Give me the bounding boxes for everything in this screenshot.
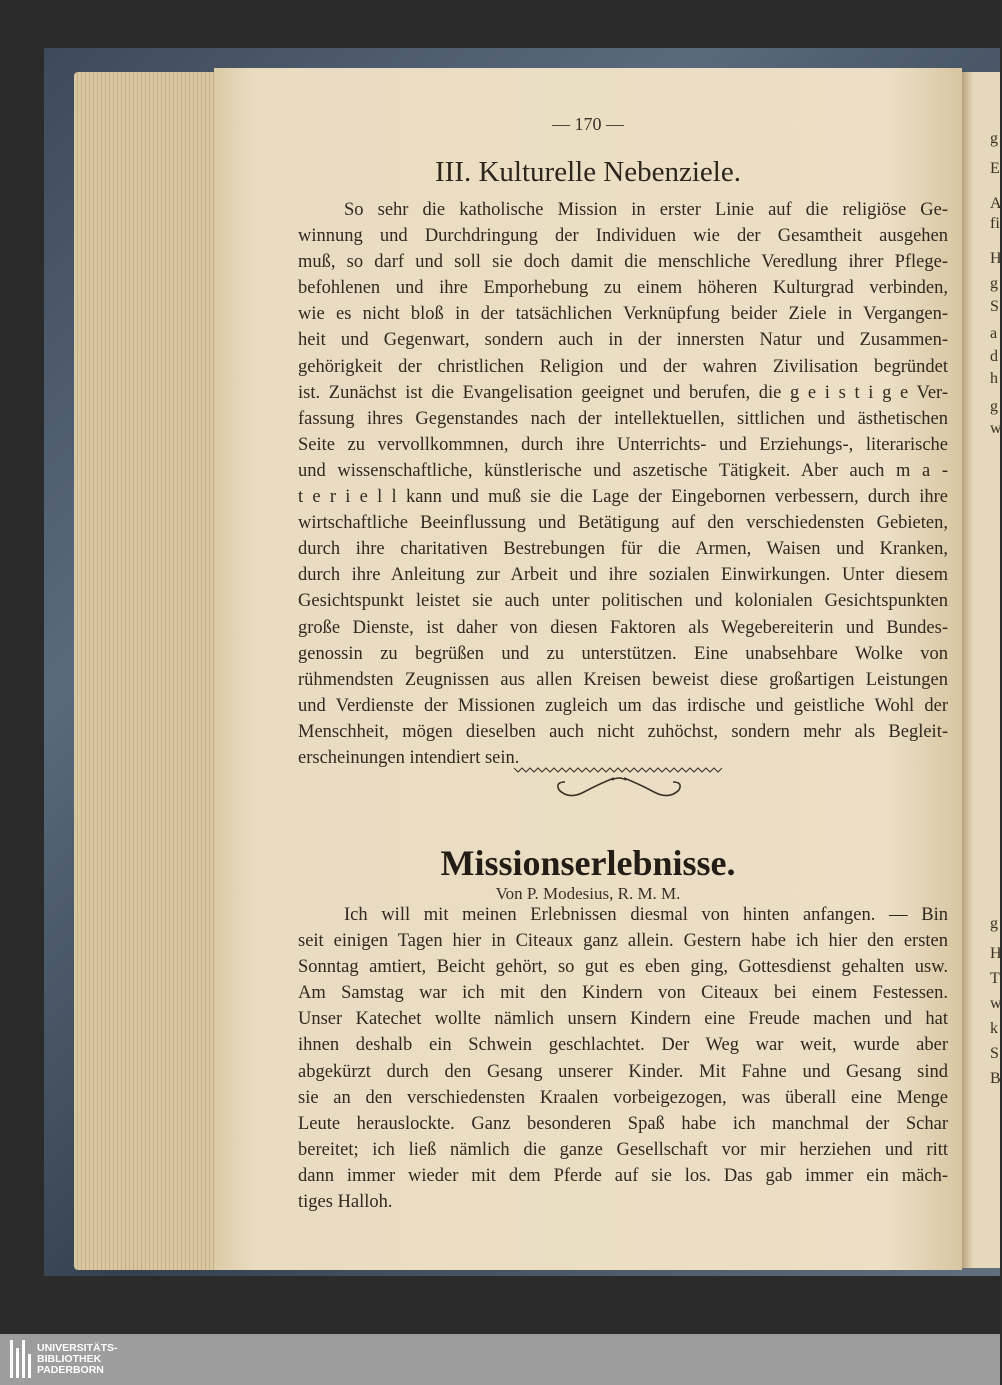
book-page: [214, 68, 962, 1270]
library-logo: [10, 1340, 118, 1378]
text-line: erscheinungen intendiert sein.: [298, 747, 520, 768]
text-line: heit und Gegenwart, sondern auch in der innersten Natur und Zusammen-: [298, 330, 948, 351]
text-line: tiges Halloh.: [298, 1192, 393, 1213]
text-line: gehörigkeit der christlichen Religion und der wahren Zivilisation begründet: [298, 356, 948, 377]
text-line: muß, so darf und soll sie doch damit die menschliche Veredlung ihrer Pflege-: [298, 252, 948, 273]
text-line: Sonntag amtiert, Beicht gehört, so gut es eben ging, Gottesdienst gehalten usw.: [298, 957, 948, 978]
text-line: Am Samstag war ich mit den Kindern von Citeaux bei einem Festessen.: [298, 983, 948, 1004]
text-line: durch ihre Anleitung zur Arbeit und ihre sozialen Einwirkungen. Unter diesem: [298, 565, 948, 586]
article-body: [298, 902, 948, 1215]
facing-page-fragment: g: [990, 398, 998, 415]
page-number: — 170 —: [552, 114, 624, 134]
text-line: ist. Zunächst ist die Evangelisation geeignet und berufen, die g e i s t i g e Ver-: [298, 382, 948, 403]
facing-page-fragment: d: [990, 348, 998, 365]
facing-page-fragment: h: [990, 370, 998, 387]
facing-page-fragment: S: [990, 1045, 999, 1062]
text-line: bereitet; ich ließ nämlich die ganze Gesellschaft vor mir herziehen und ritt: [298, 1139, 948, 1160]
text-line: Menschheit, mögen dieselben auch nicht zuhöchst, sondern mehr als Begleit-: [298, 721, 948, 742]
facing-page-fragment: fi: [990, 215, 1000, 232]
text-line: abgekürzt durch den Gesang unserer Kinder. Mit Fahne und Gesang sind: [298, 1061, 948, 1082]
facing-page-fragment: g: [990, 275, 998, 292]
facing-page-edge: [962, 72, 1000, 1268]
facing-page-fragment: g: [990, 915, 998, 932]
text-line: dann immer wieder mit dem Pferde auf sie los. Das gab immer ein mäch-: [298, 1165, 948, 1186]
logo-line: BIBLIOTHEK: [37, 1352, 102, 1365]
facing-page-fragment: B: [990, 1070, 1001, 1087]
facing-page-fragment: H: [990, 945, 1002, 962]
logo-line: PADERBORN: [37, 1363, 104, 1376]
facing-page-fragment: A: [990, 195, 1002, 212]
article-byline: Von P. Modesius, R. M. M.: [495, 884, 681, 903]
section-body: [298, 197, 948, 771]
text-line: winnung und Durchdringung der Individuen wie der Gesamtheit ausgehen: [298, 226, 948, 247]
logo-line: UNIVERSITÄTS-: [37, 1341, 118, 1354]
facing-page-fragment: a: [990, 325, 998, 342]
text-line: durch ihre charitativen Bestrebungen für die Armen, Waisen und Kranken,: [298, 539, 948, 560]
section-title: III. Kulturelle Nebenziele.: [435, 156, 741, 188]
page-edges: [74, 72, 219, 1270]
article-title: Missionserlebnisse.: [440, 843, 736, 883]
text-line: und Verdienste der Missionen zugleich um das irdische und geistliche Wohl der: [298, 695, 948, 716]
text-line: Gesichtspunkt leistet sie auch unter politischen und kolonialen Gesichtspunkten: [298, 591, 948, 612]
text-line: Seite zu vervollkommnen, durch ihre Unterrichts- und Erziehungs-, literarische: [298, 434, 948, 455]
logo-bars-icon: [10, 1340, 31, 1378]
text-line: genossin zu begrüßen und zu unterstützen. Eine unabsehbare Wolke von: [298, 643, 948, 664]
text-line: seit einigen Tagen hier in Citeaux ganz allein. Gestern habe ich hier den ersten: [298, 931, 948, 952]
facing-page-fragment: H: [990, 250, 1002, 267]
text-line: t e r i e l l kann und muß sie die Lage der Eingebornen verbessern, durch ihre: [298, 487, 948, 508]
facing-page-fragment: S: [990, 298, 999, 315]
text-line: große Dienste, ist daher von diesen Faktoren als Wegebereiterin und Bundes-: [298, 617, 948, 638]
footer-bar: [0, 1334, 1000, 1385]
text-line: wirtschaftliche Beeinflussung und Betätigung auf den verschiedensten Gebieten,: [298, 513, 948, 534]
ornament-divider: [514, 764, 724, 804]
text-line: und wissenschaftliche, künstlerische und aszetische Tätigkeit. Aber auch m a -: [298, 460, 948, 481]
text-line: Unser Katechet wollte nämlich unsern Kindern eine Freude machen und hat: [298, 1009, 948, 1030]
facing-page-fragment: E: [990, 160, 1000, 177]
text-line: wie es nicht bloß in der tatsächlichen Verknüpfung beider Ziele in Vergangen-: [298, 304, 948, 325]
text-line: sie an den verschiedensten Kraalen vorbeigezogen, was überall eine Menge: [298, 1087, 948, 1108]
text-line: So sehr die katholische Mission in erster Linie auf die religiöse Ge-: [344, 200, 948, 220]
text-line: rühmendsten Zeugnissen aus allen Kreisen beweist diese großartigen Leistungen: [298, 669, 948, 690]
facing-page-fragment: g: [990, 130, 998, 147]
facing-page-fragment: w: [990, 420, 1002, 437]
text-line: Ich will mit meinen Erlebnissen diesmal von hinten anfangen. — Bin: [344, 905, 948, 925]
facing-page-fragment: w: [990, 995, 1002, 1012]
text-line: ihnen deshalb ein Schwein geschlachtet. Der Weg war weit, wurde aber: [298, 1035, 948, 1056]
facing-page-fragment: k: [990, 1020, 998, 1037]
facing-page-fragment: T: [990, 970, 1000, 987]
text-line: Leute herauslockte. Ganz besonderen Spaß habe ich manchmal der Schar: [298, 1113, 948, 1134]
text-line: befohlenen und ihre Emporhebung zu einem höheren Kulturgrad verbinden,: [298, 278, 948, 299]
text-line: fassung ihres Gegenstandes nach der intellektuellen, sittlichen und ästhetischen: [298, 408, 948, 429]
